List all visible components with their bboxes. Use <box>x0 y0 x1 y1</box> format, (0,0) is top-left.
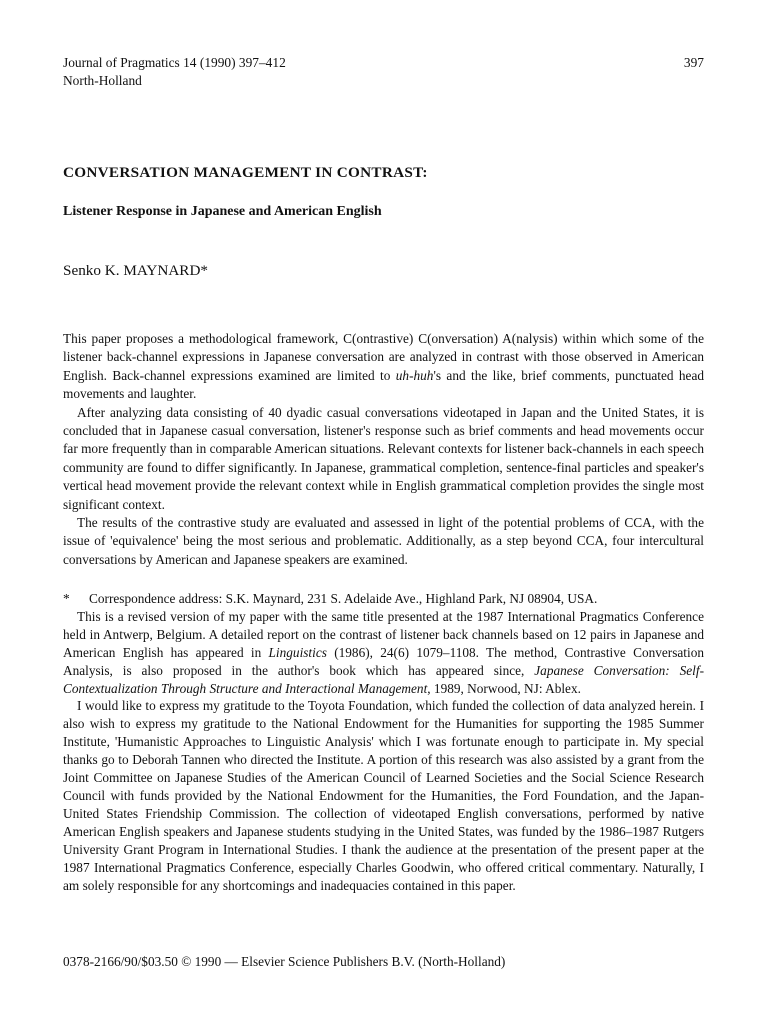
article-subtitle: Listener Response in Japanese and American English <box>63 204 382 219</box>
footnote-paragraph-2: I would like to express my gratitude to the Toyota Foundation, which funded the collection of data analyzed herein. I also wish to express my gratitude to the National Endowment for the Humanities for supporting the 1985 Summer Institute, 'Humanistic Approaches to Linguistic Analysis' which I was fortunate enough to participate in. My special thanks go to Deborah Tannen who directed the Institute. A portion of this research was also assisted by a grant from the Joint Committee on Japanese Studies of the American Council of Learned Societies and the Social Science Research Council with funds provided by the National Endowment for the Humanities, the Ford Foundation, and the Japan-United States Friendship Commission. The collection of videotaped English conversations, performed by native American English speakers and Japanese students studying in the United States, was funded by the 1986–1987 Rutgers University Grant Program in International Studies. I thank the audience at the presentation of the present paper at the 1987 International Pragmatics Conference, especially Charles Goodwin, who offered critical commentary. Naturally, I am solely responsible for any shortcomings and inadequacies contained in this paper. <box>63 698 704 893</box>
footnote-marker: * <box>63 591 70 606</box>
abstract-paragraph-2: After analyzing data consisting of 40 dyadic casual conversations videotaped in Japan and the United States, it is concluded that in Japanese casual conversation, listener's response such as brief comments and head movements occur far more frequently than in comparable American situations. Relevant contexts for listener back-channels in each speech community are found to differ significantly. In Japanese, grammatical completion, sentence-final particles and speaker's vertical head movement provide the relevant context while in English grammatical completion provides the single most significant context. <box>63 404 704 512</box>
issn-line: 0378-2166/90/$03.50 © 1990 — Elsevier Science Publishers B.V. (North-Holland) <box>63 954 506 969</box>
article-author: Senko K. MAYNARD* <box>63 262 208 279</box>
footnote-address <box>63 590 704 608</box>
article-title: CONVERSATION MANAGEMENT IN CONTRAST: <box>63 164 428 181</box>
abstract-emphasis: uh-huh <box>395 367 434 383</box>
abstract-paragraph-3: The results of the contrastive study are evaluated and assessed in light of the potential problems of CCA, with the issue of 'equivalence' being the most serious and problematic. Additionally, as a step beyond CCA, four intercultural conversations by American and Japanese speakers are examined. <box>63 515 704 567</box>
journal-citation: Journal of Pragmatics 14 (1990) 397–412 <box>63 55 286 70</box>
footnote-emphasis: Japanese Conversation: Self-Contextualization Through Structure and Interactional Management <box>63 662 705 696</box>
journal-header <box>63 54 704 90</box>
abstract-text: 's and the like, brief comments, punctuated head movements and laughter. <box>63 367 704 402</box>
footnote-emphasis: Linguistics <box>268 644 327 660</box>
publisher-name: North-Holland <box>63 73 142 88</box>
footnote-paragraph-1 <box>63 608 704 698</box>
abstract <box>63 330 704 569</box>
correspondence-address: Correspondence address: S.K. Maynard, 231 S. Adelaide Ave., Highland Park, NJ 08904, USA. <box>89 591 598 606</box>
abstract-paragraph-1 <box>63 330 704 404</box>
page-number: 397 <box>683 55 704 70</box>
footnote-text: , 1989, Norwood, NJ: Ablex. <box>427 680 581 696</box>
footnote <box>63 590 704 894</box>
footnote-text: (1986), 24(6) 1079–1108. The method, Contrastive Conversation Analysis, is also proposed in the author's book which has appeared since, <box>63 644 704 678</box>
footnote-text: This is a revised version of my paper with the same title presented at the 1987 International Pragmatics Conference held in Antwerp, Belgium. A detailed report on the contrast of listener back channels based on 12 pairs in Japanese and American English has appeared in <box>63 608 704 660</box>
abstract-text: This paper proposes a methodological framework, C(ontrastive) C(onversation) A(nalysis) within which some of the listener back-channel expressions in Japanese conversation are analyzed in contrast with those observed in American English. Back-channel expressions examined are limited to <box>63 331 704 383</box>
